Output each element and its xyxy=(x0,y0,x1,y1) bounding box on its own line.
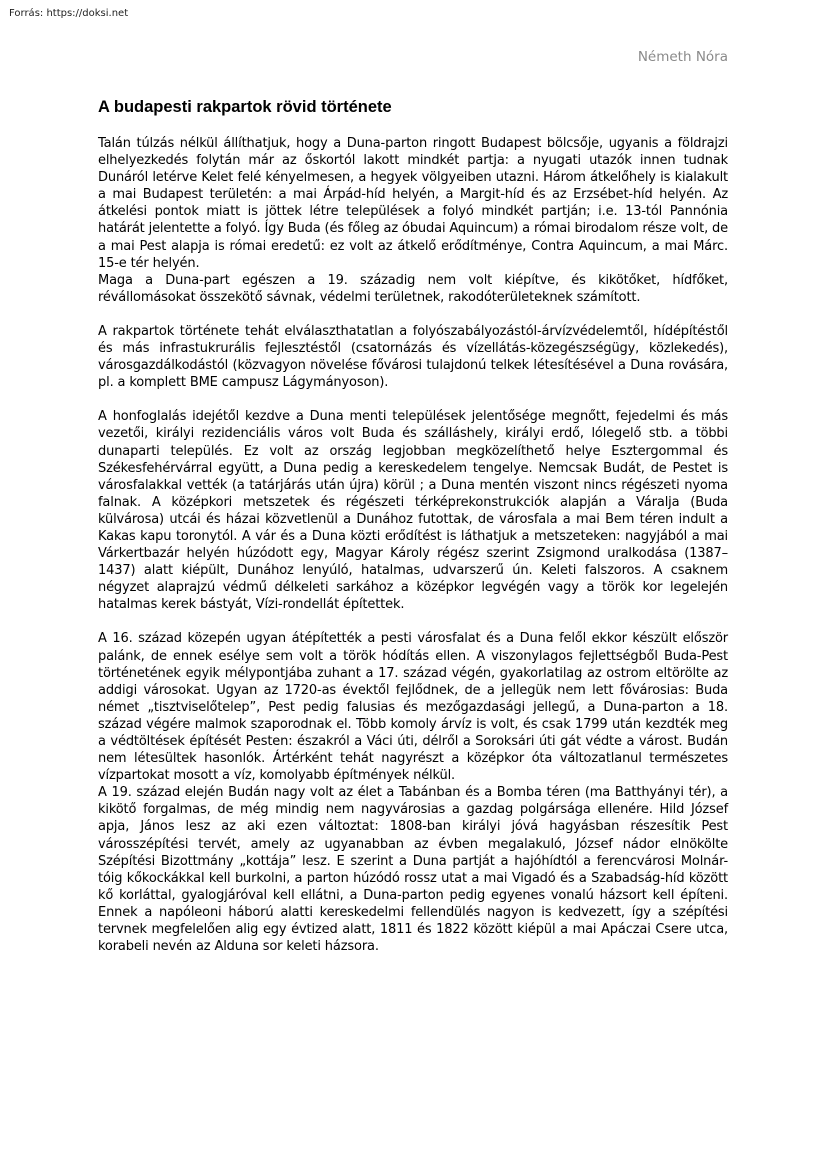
document-title: A budapesti rakpartok rövid története xyxy=(98,98,392,116)
document-body xyxy=(98,135,728,955)
author-name: Németh Nóra xyxy=(637,49,728,65)
paragraph-6: A 19. század elején Budán nagy volt az élet a Tabánban és a Bomba téren (ma Batthyányi tér), a kikötő forgalmas, de még mindig nem nagyvárosias a gazdag polgársága ellenére. Hild József apja, János lesz az aki ezen változtat: 1808-ban királyi jóvá hagyásban részesítik Pest városszépítési tervét, amely az ugyanabban az évben megalakuló, József nádor elnökölte Szépítési Bizottmány „kottája” lesz. E szerint a Duna partját a hajóhídtól a ferencvárosi Molnár-tóig kőkockákkal kell burkolni, a parton húzódó rossz utat a mai Vigadó és a Szabadság-híd között kő korláttal, gyalogjáróval kell ellátni, a Duna-parton pedig egyenes vonalú házsort kell építeni. Ennek a napóleoni háború alatti kereskedelmi fellendülés nagyon is kedvezett, így a szépítési tervnek megfelelően alig egy évtized alatt, 1811 és 1822 között kiépül a mai Apáczai Csere utca, korabeli nevén az Alduna sor keleti házsora. xyxy=(98,785,728,955)
paragraph-4: A honfoglalás idejétől kezdve a Duna menti települések jelentősége megnőtt, fejedelmi és más vezetői, királyi rezidenciális város volt Buda és szálláshely, királyi erdő, lólegelő stb. a többi dunaparti település. Ez volt az ország legjobban megközelíthető helye Esztergommal és Székesfehérvárral együtt, a Duna pedig a kereskedelem tengelye. Nemcsak Budát, de Pestet is városfalakkal vették (a tatárjárás után újra) körül ; a Duna mentén viszont nincs régészeti nyoma falnak. A középkori metszetek és régészeti térképrekonstrukciók alapján a Váralja (Buda külvárosa) utcái és házai közvetlenül a Dunához futottak, de városfala a mai Bem téren indult a Kakas kapu toronytól. A vár és a Duna közti erődítést is láthatjuk a metszeteken: nagyjából a mai Várkertbazár helyén húzódott egy, Magyar Károly régész szerint Zsigmond uralkodása (1387–1437) alatt kiépült, Dunához lenyúló, hatalmas, udvarszerű ún. Keleti falszoros. A csaknem négyzet alaprajzú védmű délkeleti sarkához a középkor legvégén vagy a török kor legelején hatalmas kerek bástyát, Vízi-rondellát építettek. xyxy=(98,409,728,613)
paragraph-2: Maga a Duna-part egészen a 19. századig nem volt kiépítve, és kikötőket, hídfőket, révállomásokat összekötő sávnak, védelmi területnek, rakodóterületeknek számított. xyxy=(98,272,728,305)
source-note: Forrás: https://doksi.net xyxy=(9,8,129,19)
paragraph-5: A 16. század közepén ugyan átépítették a pesti városfalat és a Duna felől ekkor készült először palánk, de ennek esélye sem volt a török hódítás ellen. A viszonylagos fejlettségből Buda-Pest történetének egyik mélypontjába zuhant a 17. század végén, gyakorlatilag az ostrom eltörölte az addigi városokat. Ugyan az 1720-as évektől fejlődnek, de a jellegük nem lett fővárosias: Buda német „tisztviselőtelep”, Pest pedig falusias és mezőgazdasági jellegű, a Duna-parton a 18. század végére malmok szaporodnak el. Több komoly árvíz is volt, és csak 1799 után kezdték meg a védtöltések építését Pesten: északról a Váci úti, délről a Soroksári úti gát védte a várost. Budán nem létesültek hasonlók. Ártérként tehát nagyrészt a középkor óta változatlanul természetes vízpartokat mosott a víz, komolyabb építmények nélkül. xyxy=(98,631,728,784)
paragraph-3: A rakpartok története tehát elválaszthatatlan a folyószabályozástól-árvízvédelemtől, hídépítéstől és más infrastukrurális fejlesztéstől (csatornázás és vízellátás-közegészségügy, közlekedés), városgazdálkodástól (közvagyon növelése fővárosi tulajdonú telkek létesítésével a Duna rovására, pl. a komplett BME campusz Lágymányoson). xyxy=(98,323,728,391)
paragraph-1: Talán túlzás nélkül állíthatjuk, hogy a Duna-parton ringott Budapest bölcsője, ugyanis a földrajzi elhelyezkedés folytán már az őskortól lakott mindkét partja: a nyugati utazók innen tudnak Dunáról letérve Kelet felé kényelmesen, a hegyek völgyeiben utazni. Három átkelőhely is kialakult a mai Budapest területén: a mai Árpád-híd helyén, a Margit-híd és az Erzsébet-híd helyén. Az átkelési pontok miatt is jöttek létre települések a folyó mindkét partján; i.e. 13-tól Pannónia határát jelentette a folyó. Így Buda (és főleg az óbudai Aquincum) a római birodalom része volt, de a mai Pest alapja is római eredetű: ez volt az átkelő erődítménye, Contra Aquincum, a mai Márc. 15-e tér helyén. xyxy=(98,136,728,271)
